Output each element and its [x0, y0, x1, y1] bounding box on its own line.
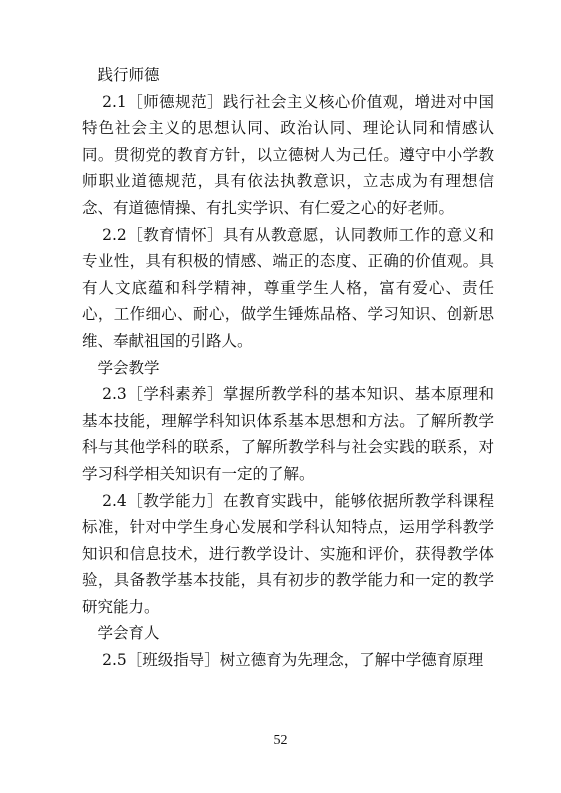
section-heading: 学会育人 [97, 624, 160, 643]
paragraph-2-5: 2.5［班级指导］树立德育为先理念，了解中学德育原理 [102, 651, 484, 670]
paragraph-2-2: 2.2［教育情怀］具有从教意愿，认同教师工作的意义和专业性，具有积极的情感、端正的态度、正确的价值观。具有人文底蕴和科学精神，尊重学生人格，富有爱心、责任心，工作细心、耐心，做学生锤炼品格、学习知识、创新思维、奉献祖国的引路人。 [82, 225, 494, 350]
section-heading: 学会教学 [97, 358, 160, 377]
paragraph-2-3: 2.3［学科素养］掌握所教学科的基本知识、基本原理和基本技能，理解学科知识体系基本思想和方法。了解所教学科与其他学科的联系，了解所教学科与社会实践的联系，对学习科学相关知识有一定的了解。 [82, 385, 494, 483]
paragraph-2-4: 2.4［教学能力］在教育实践中，能够依据所教学科课程标准，针对中学生身心发展和学科认知特点，运用学科教学知识和信息技术，进行教学设计、实施和评价，获得教学体验，具备教学基本技能，具有初步的教学能力和一定的教学研究能力。 [82, 491, 494, 616]
page-number: 52 [273, 733, 288, 748]
paragraph-2-1: 2.1［师德规范］践行社会主义核心价值观，增进对中国特色社会主义的思想认同、政治认同、理论认同和情感认同。贯彻党的教育方针，以立德树人为己任。遵守中小学教师职业道德规范，具有依法执教意识，立志成为有理想信念、有道德情操、有扎实学识、有仁爱之心的好老师。 [82, 92, 494, 217]
section-heading: 践行师德 [97, 66, 160, 84]
page-content [82, 62, 494, 674]
